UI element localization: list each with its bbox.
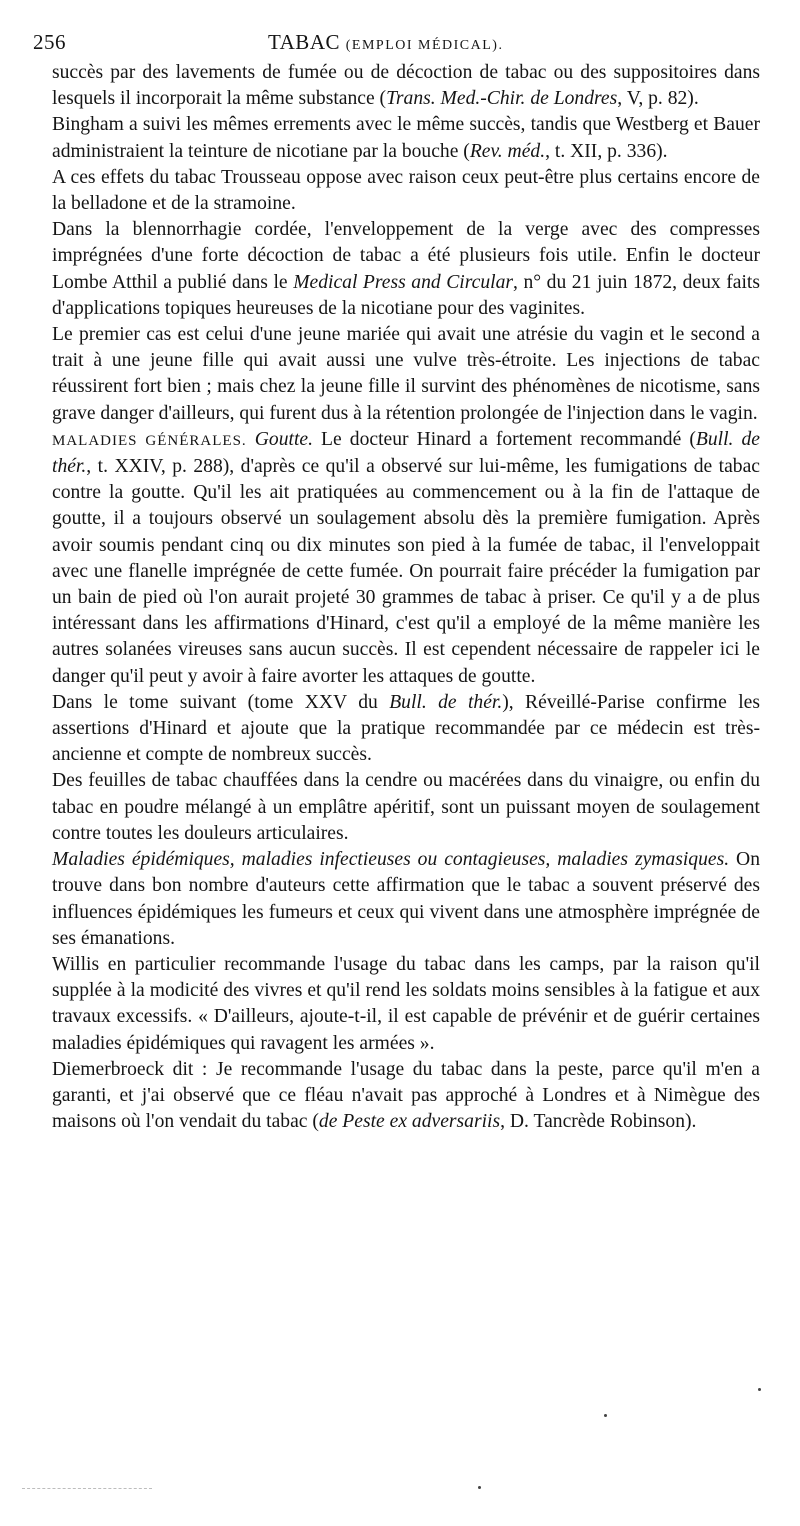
footer-rule (22, 1488, 152, 1489)
print-speck (758, 1388, 761, 1391)
text-run: , t. XXIV, p. 288), d'après ce qu'il a observé sur lui-même, les fumigations de tabac contre la goutte. Qu'il les ait pratiquées au commencement ou à la fin de l'attaque de goutte, il a toujours observé un soulagement absolu dès la première fumigation. Après avoir soumis pendant cinq ou dix minutes son pied à la fumée de tabac, il l'enveloppait avec une flanelle imprégnée de cette fumée. On pourrait faire précéder la fumigation par un bain de pied où l'on aurait projeté 30 grammes de tabac à priser. Ce qu'il y a de plus intéressant dans les affirmations d'Hinard, c'est qu'il a employé de la même manière les autres solanées vireuses sans aucun succès. Il est cependent nécessaire de rappeler ici le danger qu'il peut y avoir à faire avorter les attaques de goutte. (52, 456, 760, 687)
italic-run: Maladies épidémiques, maladies infectieuses ou contagieuses, maladies zymasiques. (52, 849, 730, 871)
text-run: , D. Tancrède Robinson). (500, 1111, 697, 1133)
paragraph (52, 165, 760, 217)
text-run: Bingham a suivi les mêmes errements avec le même succès, tandis que Westberg et Bauer administraient la teinture de nicotiane par la bouche ( (52, 114, 760, 162)
italic-run: Trans. Med.-Chir. de Londres (386, 88, 618, 110)
paragraph-epidemiques (52, 847, 760, 952)
text-run: ), Réveillé-Parise confirme les assertions d'Hinard et ajoute que la pratique recommandée par ce médecin est très-ancienne et compte de nombreux succès. (52, 691, 760, 766)
text-run: Diemerbroeck dit : Je recommande l'usage du tabac dans la peste, parce qu'il m'en a garanti, et j'ai observé que ce fléau n'avait pas approché à Londres et à Nimègue des maisons où l'on vendait du tabac ( (52, 1058, 760, 1133)
running-title-sub: (EMPLOI MÉDICAL). (345, 38, 504, 53)
running-title (268, 30, 503, 55)
text-run: Willis en particulier recommande l'usage du tabac dans les camps, par la raison qu'il supplée à la modicité des vivres et qu'il rend les soldats moins sensibles à la fatigue et aux travaux excessifs. « D'ailleurs, ajoute-t-il, il est capable de prévénir et de guérir certaines maladies épidémiques qui ravagent les armées ». (52, 953, 760, 1054)
paragraph (52, 322, 760, 427)
italic-run: Rev. méd. (469, 140, 546, 162)
running-header (33, 30, 760, 60)
paragraph (52, 952, 760, 1057)
italic-run: Medical Press and Circular (293, 271, 514, 293)
section-label: MALADIES GÉNÉRALES. (52, 432, 247, 449)
text-run: Dans le tome suivant (tome XXV du (52, 691, 390, 713)
print-speck (478, 1486, 481, 1489)
running-title-main: TABAC (268, 30, 340, 54)
paragraph-goutte (52, 427, 760, 690)
page (33, 30, 760, 1135)
paragraph (52, 217, 760, 322)
paragraph (52, 1057, 760, 1136)
text-run: succès par des lavements de fumée ou de décoction de tabac ou des suppositoires dans lesquels il incorporait la même substance ( (52, 62, 760, 110)
paragraph (52, 60, 760, 112)
article-body (52, 60, 760, 1135)
paragraph (52, 112, 760, 164)
text-run (247, 429, 255, 450)
text-run: , n° du 21 juin 1872, deux faits d'applications topiques heureuses de la nicotiane pour des vaginites. (52, 271, 760, 319)
print-speck (604, 1414, 607, 1417)
text-run: Le docteur Hinard a fortement recommandé ( (312, 428, 696, 450)
paragraph (52, 690, 760, 769)
italic-run: de Peste ex adversariis (318, 1111, 501, 1133)
text-run: On trouve dans bon nombre d'auteurs cette affirmation que le tabac a souvent préservé des influences épidémiques les fumeurs et ceux qui vivent dans une atmosphère imprégnée de ses émanations. (52, 849, 760, 949)
italic-run: Bull. de thér. (389, 691, 503, 713)
text-run: Des feuilles de tabac chauffées dans la cendre ou macérées dans du vinaigre, ou enfin du tabac en poudre mélangé à un emplâtre apéritif, sont un puissant moyen de soulagement contre toutes les douleurs articulaires. (52, 770, 760, 844)
text-run: Dans la blennorrhagie cordée, l'enveloppement de la verge avec des compresses imprégnées d'une forte décoction de tabac a été plusieurs fois utile. Enfin le docteur Lombe Atthil a publié dans le (52, 219, 760, 293)
page-number: 256 (33, 30, 66, 54)
italic-run: Bull. de thér. (52, 428, 760, 478)
text-run: , t. XII, p. 336). (545, 140, 668, 162)
paragraph (52, 768, 760, 847)
text-run: A ces effets du tabac Trousseau oppose avec raison ceux peut-être plus certains encore de la belladone et de la stramoine. (52, 166, 760, 215)
text-run: Le premier cas est celui d'une jeune mariée qui avait une atrésie du vagin et le second a trait à une jeune fille qui avait aussi une vulve très-étroite. Les injections de tabac réussirent fort bien ; mais chez la jeune fille il survint des phénomènes de nicotisme, sans grave danger d'ailleurs, qui furent dus à la rétention prolongée de l'injection dans le vagin. (52, 324, 760, 424)
text-run: , V, p. 82). (617, 88, 699, 110)
italic-run: Goutte. (254, 428, 313, 450)
